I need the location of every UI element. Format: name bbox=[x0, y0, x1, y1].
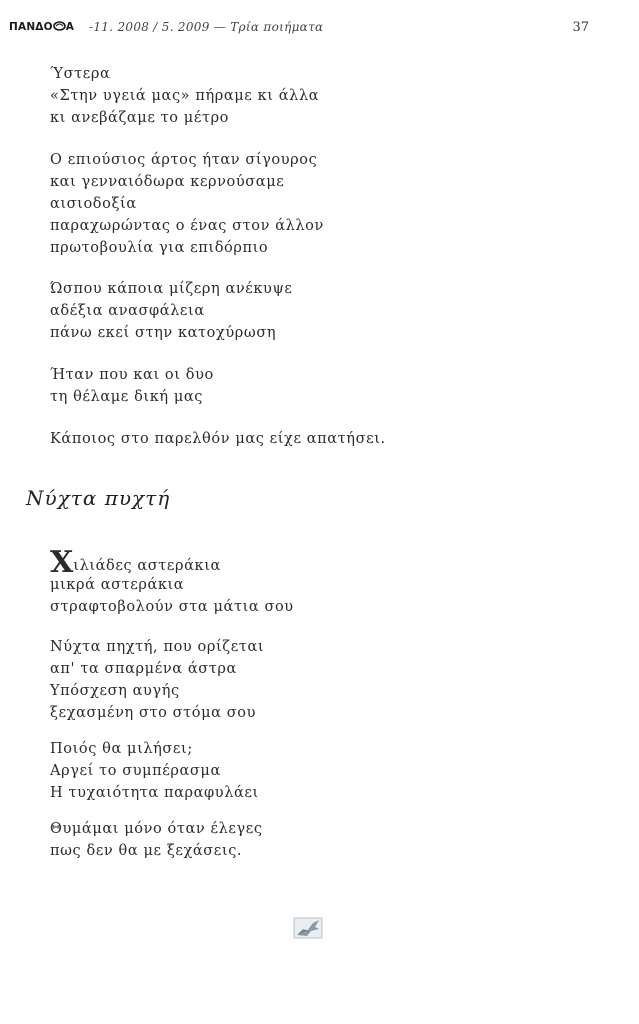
poem-line: «Στην υγειά μας» πήραμε κι άλλα bbox=[50, 88, 320, 104]
page-number: 37 bbox=[572, 20, 589, 35]
poem-line-first bbox=[50, 545, 294, 580]
drop-cap: Χ bbox=[50, 545, 74, 580]
bird-icon bbox=[293, 917, 323, 939]
running-header bbox=[9, 20, 589, 44]
poem-line: Νύχτα πηχτή, που ορίζεται bbox=[50, 639, 265, 655]
poem2-stanza-2 bbox=[50, 636, 264, 724]
poem-line: παραχωρώντας ο ένας στον άλλον bbox=[50, 218, 324, 234]
first-line-rest: ιλιάδες αστεράκια bbox=[73, 558, 221, 574]
poem-line: Ύστερα bbox=[50, 66, 111, 82]
poem-line: Κάποιος στο παρελθόν μας είχε απατήσει. bbox=[50, 431, 386, 447]
poem-line: Η τυχαιότητα παραφυλάει bbox=[50, 785, 259, 801]
poem-line: Αργεί το συμπέρασμα bbox=[50, 763, 221, 779]
poem-line: στραφτοβολούν στα μάτια σου bbox=[50, 599, 294, 615]
poem-line: πως δεν θα με ξεχάσεις. bbox=[50, 843, 243, 859]
poem-line: και γενναιόδωρα κερνούσαμε bbox=[50, 174, 285, 190]
poem-line: τη θέλαμε δική μας bbox=[50, 389, 203, 405]
poem1-stanza-2 bbox=[50, 149, 324, 259]
magazine-logo bbox=[9, 21, 74, 33]
poem-line: κι ανεβάζαμε το μέτρο bbox=[50, 110, 230, 126]
poem-line: πρωτοβουλία για επιδόρπιο bbox=[50, 240, 269, 256]
poem2-stanza-4 bbox=[50, 818, 263, 862]
poem-line: πάνω εκεί στην κατοχύρωση bbox=[50, 325, 277, 341]
poem-line: αισιοδοξία bbox=[50, 196, 137, 212]
poem-line: Ήταν που και οι δυο bbox=[50, 367, 214, 383]
poem1-stanza-3 bbox=[50, 278, 293, 344]
logo-text-left: ΠΑΝΔΟ bbox=[9, 21, 53, 33]
poem1-stanza-5 bbox=[50, 428, 386, 450]
poem-line: Ο επιούσιος άρτος ήταν σίγουρος bbox=[50, 152, 318, 168]
poem-line: αδέξια ανασφάλεια bbox=[50, 303, 205, 319]
poem-line: Υπόσχεση αυγής bbox=[50, 683, 180, 699]
poem-line: Θυμάμαι μόνο όταν έλεγες bbox=[50, 821, 263, 837]
poem-title: Νύχτα πυχτή bbox=[26, 486, 171, 510]
poem-line: Ποιός θα μιλήσει; bbox=[50, 741, 193, 757]
poem-line: απ' τα σπαρμένα άστρα bbox=[50, 661, 237, 677]
logo-text-right: Α bbox=[65, 21, 75, 33]
poem1-stanza-4 bbox=[50, 364, 214, 408]
poem-line: Ώσπου κάποια μίζερη ανέκυψε bbox=[50, 281, 293, 297]
poem-line: μικρά αστεράκια bbox=[50, 577, 185, 593]
poem2-stanza-1 bbox=[50, 545, 294, 618]
poem2-stanza-3 bbox=[50, 738, 259, 804]
logo-o-mark-icon bbox=[53, 21, 66, 31]
running-title: -11. 2008 / 5. 2009 — Τρία ποιήματα bbox=[89, 20, 324, 34]
poem1-stanza-1 bbox=[50, 63, 319, 129]
poem-line: ξεχασμένη στο στόμα σου bbox=[50, 705, 256, 721]
